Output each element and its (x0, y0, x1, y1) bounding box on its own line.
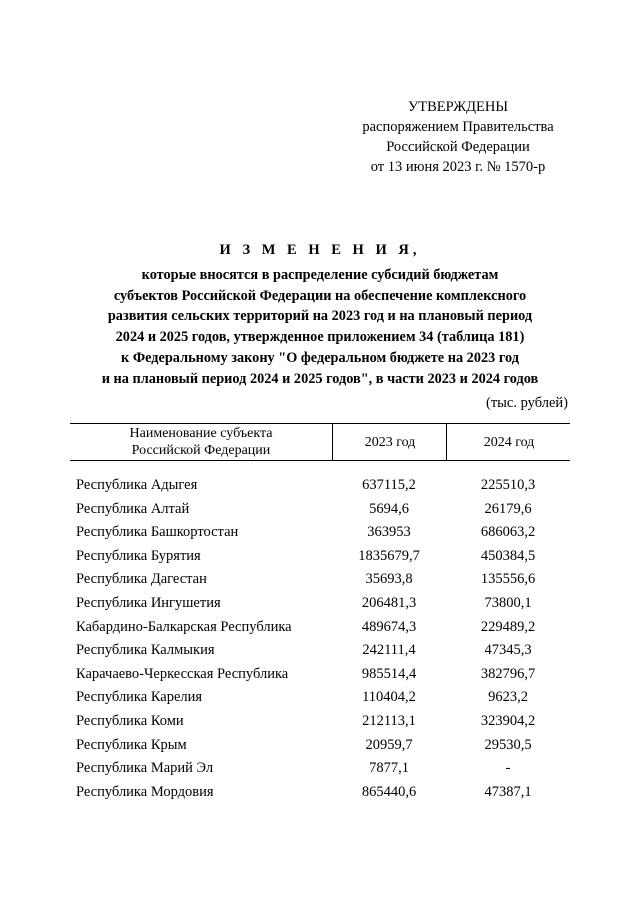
subject-name: Республика Мордовия (76, 783, 214, 800)
subject-name: Республика Крым (76, 736, 187, 753)
table-row (70, 639, 570, 663)
document-title (40, 240, 600, 390)
table-row (70, 686, 570, 710)
value-2024: 47345,3 (484, 642, 532, 659)
subject-name: Республика Дагестан (76, 571, 207, 588)
value-2023: 489674,3 (361, 618, 417, 635)
subject-name: Карачаево-Черкесская Республика (76, 665, 289, 682)
table-row (70, 545, 570, 569)
subject-name: Республика Коми (76, 712, 184, 729)
value-2023: 242111,4 (362, 642, 416, 659)
title-line: и на плановый период 2024 и 2025 годов", в части 2023 и 2024 годов (101, 370, 539, 387)
title-line: субъектов Российской Федерации на обеспечение комплексного (113, 287, 527, 304)
value-2023: 985514,4 (361, 665, 417, 682)
table-row (70, 521, 570, 545)
value-2024: 229489,2 (480, 618, 536, 635)
subject-name: Республика Калмыкия (76, 642, 215, 659)
value-2024: - (505, 760, 511, 777)
subject-name: Республика Карелия (76, 689, 203, 706)
table-row (70, 710, 570, 734)
value-2023: 1835679,7 (358, 547, 420, 564)
approval-date: от 13 июня 2023 г. № 1570-р (370, 159, 546, 175)
value-2024: 47387,1 (484, 783, 532, 800)
header-year-2024: 2024 год (446, 424, 571, 460)
approval-line: Российской Федерации (386, 139, 530, 155)
subject-name: Республика Алтай (76, 500, 190, 517)
approval-line: распоряжением Правительства (362, 119, 554, 135)
value-2023: 363953 (367, 524, 411, 541)
title-line: развития сельских территорий на 2023 год и на плановый период (107, 308, 533, 325)
value-2024: 382796,7 (480, 665, 536, 682)
header-subject (70, 424, 332, 460)
value-2023: 20959,7 (365, 736, 413, 753)
approval-block (338, 97, 578, 177)
title-line: 2024 и 2025 годов, утвержденное приложением 34 (таблица 181) (115, 329, 525, 346)
value-2024: 9623,2 (488, 689, 528, 706)
header-year-2023: 2023 год (332, 424, 447, 460)
value-2024: 73800,1 (484, 594, 532, 611)
table-row (70, 734, 570, 758)
subject-name: Республика Ингушетия (76, 594, 221, 611)
table-row (70, 568, 570, 592)
subject-name: Кабардино-Балкарская Республика (76, 618, 292, 635)
table-body (70, 474, 570, 804)
title-line: которые вносятся в распределение субсидий бюджетам (141, 266, 499, 283)
approval-title: УТВЕРЖДЕНЫ (407, 99, 509, 115)
header-subject-line: Наименование субъекта (129, 426, 273, 441)
value-2024: 686063,2 (480, 524, 536, 541)
value-2024: 450384,5 (480, 547, 536, 564)
value-2024: 225510,3 (480, 477, 536, 493)
table-header (70, 423, 570, 461)
subject-name: Республика Башкортостан (76, 524, 239, 541)
subject-name: Республика Адыгея (76, 477, 198, 493)
value-2024: 135556,6 (480, 571, 536, 588)
value-2023: 35693,8 (365, 571, 413, 588)
title-line: к Федеральному закону "О федеральном бюджете на 2023 год (121, 349, 519, 366)
value-2023: 110404,2 (362, 689, 416, 706)
value-2023: 212113,1 (362, 712, 416, 729)
subject-name: Республика Бурятия (76, 547, 201, 564)
value-2024: 323904,2 (480, 712, 536, 729)
value-2024: 29530,5 (484, 736, 532, 753)
table-row (70, 781, 570, 805)
header-subject-line: Российской Федерации (131, 443, 271, 458)
subject-name: Республика Марий Эл (76, 760, 214, 777)
value-2023: 206481,3 (361, 594, 417, 611)
table-row (70, 474, 570, 498)
value-2023: 7877,1 (369, 760, 409, 777)
table-row (70, 592, 570, 616)
value-2023: 865440,6 (361, 783, 417, 800)
table-row (70, 498, 570, 522)
table-row (70, 663, 570, 687)
value-2023: 637115,2 (362, 477, 416, 493)
table-row (70, 757, 570, 781)
value-2023: 5694,6 (369, 500, 409, 517)
title-heading: И З М Е Н Е Н И Я, (219, 242, 421, 258)
value-2024: 26179,6 (484, 500, 532, 517)
table-row (70, 616, 570, 640)
units-label: (тыс. рублей) (486, 395, 568, 411)
